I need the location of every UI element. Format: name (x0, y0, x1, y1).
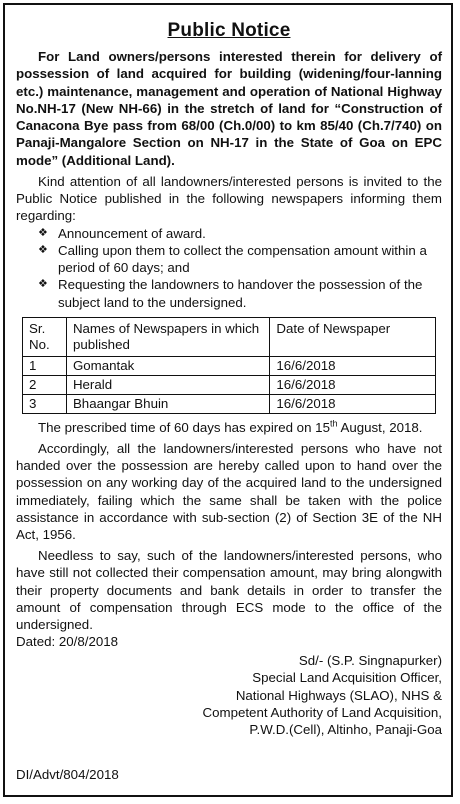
notice-lead-paragraph: For Land owners/persons interested therein for delivery of possession of land acquired for building (widening/four-lanning etc.) maintenance, management and operation of National Highway No.NH-17 (New NH-66) in the stretch of land for “Construction of Canacona Bye pass from 68/00 (Ch.0/00) to km 85/40 (Ch.7/740) on Panaji-Mangalore Section on NH-17 in the State of Goa on EPC mode” (Additional Land). (16, 49, 442, 168)
signature-line: Special Land Acquisition Officer, (252, 670, 442, 686)
bullet-text: Calling upon them to collect the compensation amount within a period of 60 days; and (58, 242, 427, 276)
header-newspaper-date: Date of Newspaper (270, 317, 436, 356)
bullet-list (16, 225, 442, 311)
advertisement-reference: DI/Advt/804/2018 (16, 767, 119, 782)
expiry-superscript: th (329, 418, 338, 429)
signature-block (16, 652, 442, 738)
needless-paragraph: Needless to say, such of the landowners/interested persons, who have still not collected their compensation amount, may bring alongwith their property documents and bank details in order to transfer the amount of compensation through ECS mode to the office of the undersigned. (16, 548, 442, 632)
accordingly-paragraph: Accordingly, all the landowners/interested persons who have not handed over the possession are hereby called upon to hand over the possession on any working day of the acquired land to the undersigned immediately, failing which the same shall be taken with the police assistance in accordance with sub-section (2) of Section 3E of the NH Act, 1956. (16, 440, 442, 542)
table-header-row (23, 317, 436, 356)
signature-line: Sd/- (S.P. Singnapurker) (298, 653, 442, 669)
header-newspaper-name: Names of Newspapers in which published (66, 317, 269, 356)
cell-newspaper-name: Herald (66, 375, 269, 394)
expiry-text-end: August, 2018. (337, 419, 423, 435)
newspaper-table (22, 317, 436, 414)
intro-paragraph: Kind attention of all landowners/interested persons is invited to the Public Notice published in the following newspapers informing them regarding: (16, 174, 442, 224)
list-item (38, 276, 442, 310)
notice-content (16, 20, 442, 738)
diamond-bullet-icon: ❖ (38, 278, 48, 291)
signature-line: P.W.D.(Cell), Altinho, Panaji-Goa (249, 721, 442, 737)
dated-line: Dated: 20/8/2018 (16, 634, 119, 650)
table-row (23, 375, 436, 394)
bullet-text: Announcement of award. (58, 225, 206, 241)
notice-title: Public Notice (167, 20, 291, 41)
cell-newspaper-date: 16/6/2018 (270, 356, 436, 375)
diamond-bullet-icon: ❖ (38, 226, 48, 239)
list-item (38, 225, 442, 242)
cell-newspaper-name: Gomantak (66, 356, 269, 375)
cell-sr-no: 1 (23, 356, 67, 375)
expiry-paragraph (16, 419, 442, 436)
table-row (23, 394, 436, 413)
cell-sr-no: 3 (23, 394, 67, 413)
cell-sr-no: 2 (23, 375, 67, 394)
cell-newspaper-date: 16/6/2018 (270, 375, 436, 394)
diamond-bullet-icon: ❖ (38, 243, 48, 256)
table-row (23, 356, 436, 375)
signature-line: National Highways (SLAO), NHS & (235, 687, 442, 703)
signature-line: Competent Authority of Land Acquisition, (202, 704, 442, 720)
cell-newspaper-date: 16/6/2018 (270, 394, 436, 413)
cell-newspaper-name: Bhaangar Bhuin (66, 394, 269, 413)
header-sr-no: Sr. No. (23, 317, 67, 356)
expiry-text: The prescribed time of 60 days has expired on 15 (38, 419, 330, 435)
list-item (38, 242, 442, 276)
bullet-text: Requesting the landowners to handover the possession of the subject land to the undersigned. (58, 277, 423, 310)
